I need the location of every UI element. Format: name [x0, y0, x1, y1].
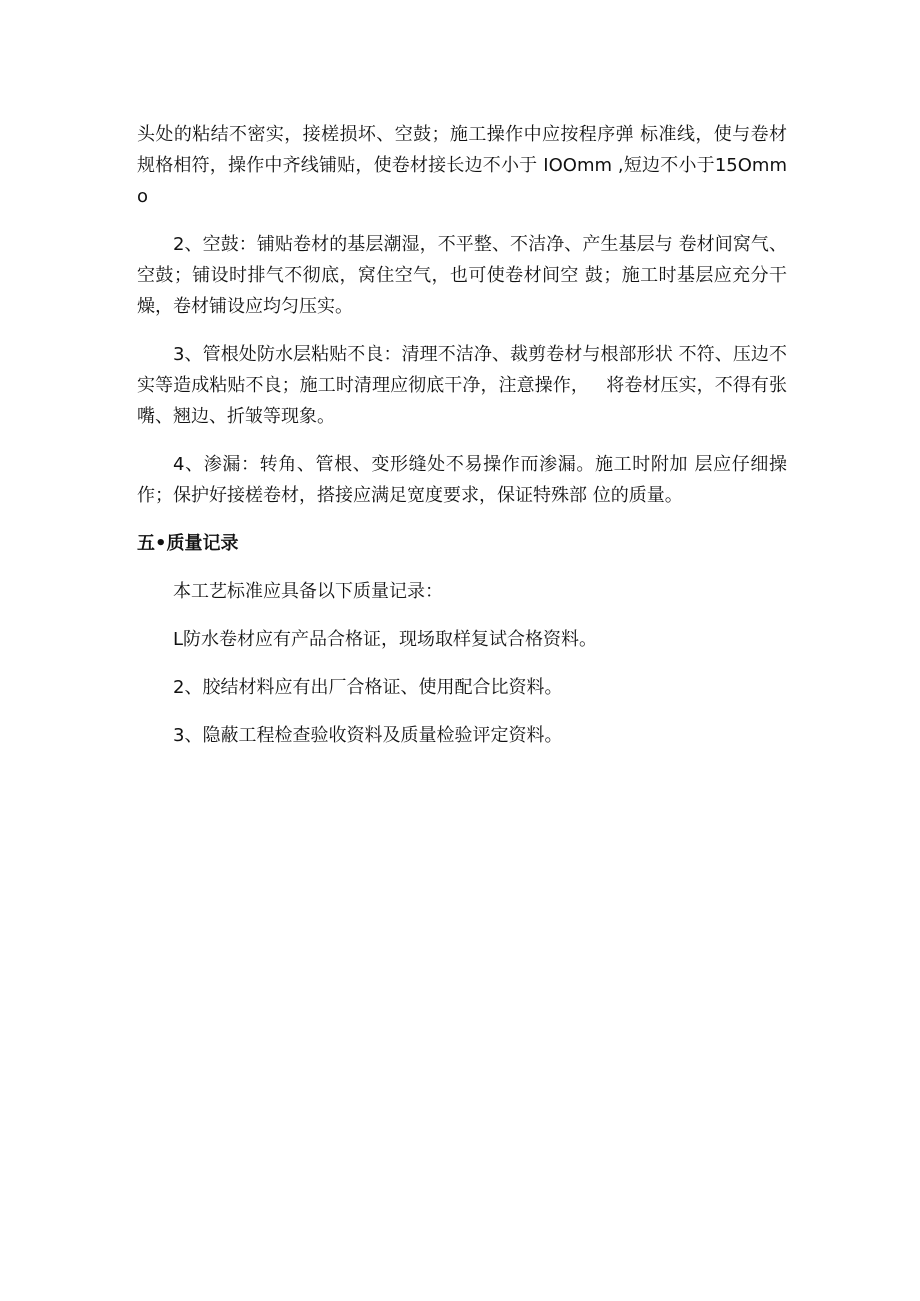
paragraph-pipe-root-adhesion: 3、管根处防水层粘贴不良：清理不洁净、裁剪卷材与根部形状 不符、压边不实等造成粘贴不良；施工时清理应彻底干净，注意操作， 将卷材压实，不得有张嘴、翘边、折皱等现象。	[137, 344, 787, 427]
quality-records-list	[137, 576, 787, 751]
section-heading-quality-records: 五•质量记录	[137, 533, 239, 554]
quality-records-intro: 本工艺标准应具备以下质量记录：	[173, 581, 443, 602]
paragraph-hollowing: 2、空鼓：铺贴卷材的基层潮湿，不平整、不洁净、产生基层与 卷材间窝气、空鼓；铺设时排气不彻底，窝住空气，也可使卷材间空 鼓；施工时基层应充分干燥，卷材铺设应均匀压实。	[137, 234, 787, 317]
list-item: 3、隐蔽工程检查验收资料及质量检验评定资料。	[173, 725, 563, 746]
paragraph-leakage: 4、渗漏：转角、管根、变形缝处不易操作而渗漏。施工时附加 层应仔细操作；保护好接槎卷材，搭接应满足宽度要求，保证特殊部 位的质量。	[137, 454, 787, 506]
paragraph-continuation: 头处的粘结不密实，接槎损坏、空鼓；施工操作中应按程序弹 标准线，使与卷材规格相符，操作中齐线铺贴，使卷材接长边不小于 IOOmm ,短边不小于15Ommo	[137, 124, 787, 207]
list-item: 2、胶结材料应有出厂合格证、使用配合比资料。	[173, 677, 563, 698]
list-item: L防水卷材应有产品合格证，现场取样复试合格资料。	[173, 629, 598, 650]
document-body	[137, 119, 787, 768]
